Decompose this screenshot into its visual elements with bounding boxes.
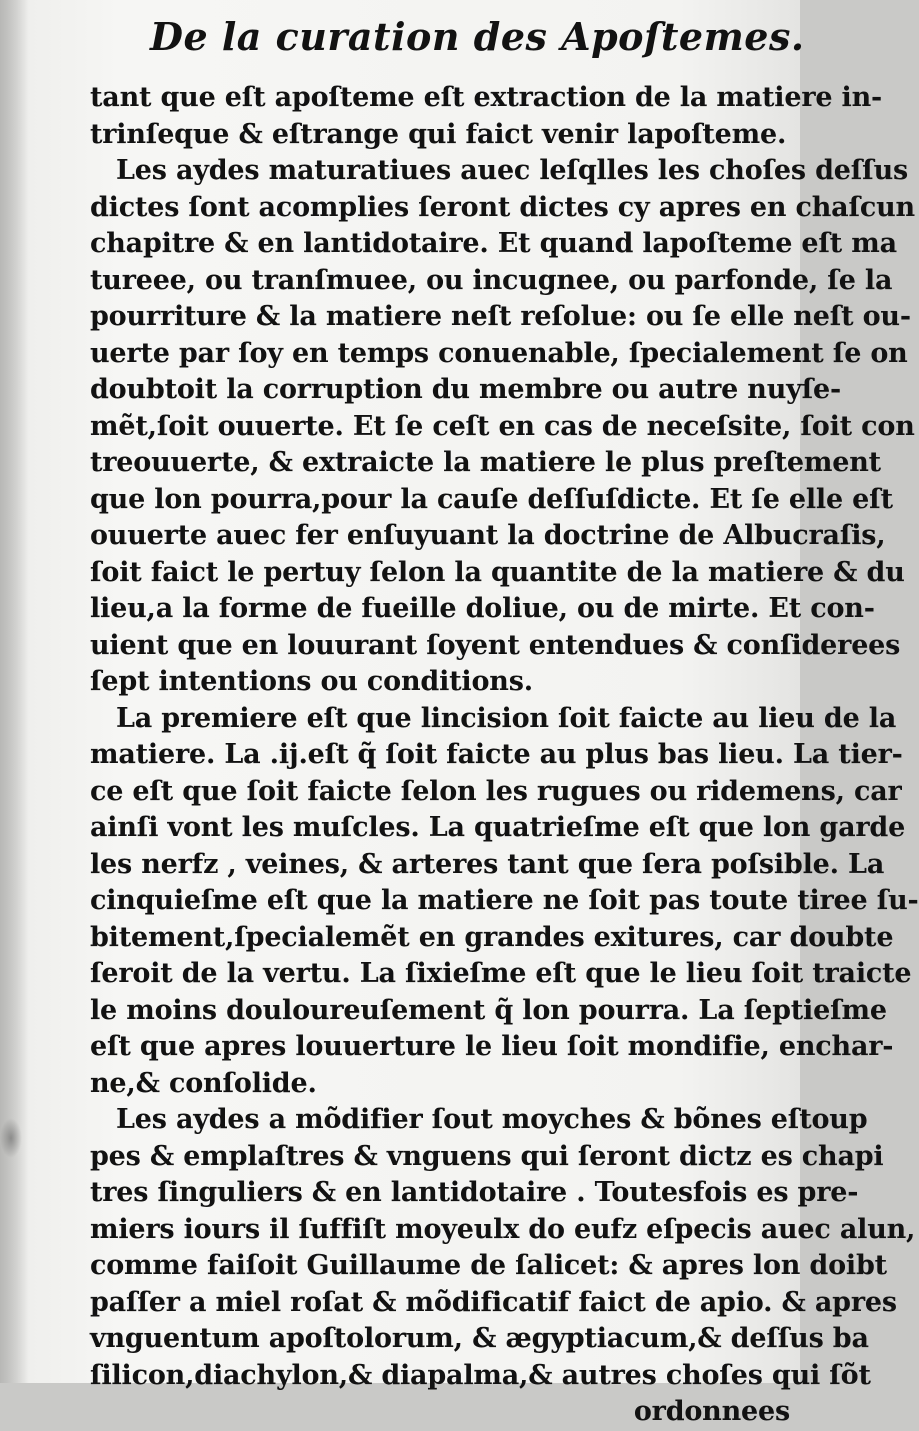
text-line: chapitre & en lantidotaire. Et quand lapoſteme eſt ma [90, 228, 897, 259]
text-line: dictes ſont acomplies ſeront dictes cy apres en chaſcun [90, 191, 915, 223]
text-line: Les aydes maturatiues auec leſqlles les choſes deſſus [116, 155, 909, 186]
running-head: De la curation des Apoſtemes. [150, 14, 805, 59]
text-line: mẽt,ſoit ouuerte. Et ſe ceſt en cas de neceſsite, ſoit con [90, 410, 915, 442]
text-line: que lon pourra,pour la cauſe deſſuſdicte. Et ſe elle eſt [90, 483, 893, 515]
text-line: pes & emplaſtres & vnguens qui ſeront dictz es chapi [90, 1140, 884, 1172]
text-line: uerte par ſoy en temps conuenable, ſpecialement ſe on [90, 337, 908, 369]
text-line: Les aydes a mõdifier ſout moyches & bõnes eſtoup [116, 1104, 868, 1135]
ink-smudge [0, 1118, 22, 1158]
text-line: uient que en louurant ſoyent entendues & conſiderees [90, 629, 901, 661]
text-line: ce eſt que ſoit faicte ſelon les rugues ou ridemens, car [90, 775, 902, 807]
text-line: le moins douloureuſement q̃ lon pourra. La ſeptieſme [90, 994, 887, 1026]
text-line: tres ſinguliers & en lantidotaire . Toutesfois es pre- [90, 1177, 859, 1208]
text-line: tureee, ou tranſmuee, ou incugnee, ou parfonde, ſe la [90, 264, 893, 296]
text-line: trinſeque & eſtrange qui faict venir lapoſteme. [90, 118, 787, 150]
text-line: ſilicon,diachylon,& diapalma,& autres choſes qui ſõt [90, 1359, 871, 1391]
text-line: pourriture & la matiere neſt reſolue: ou ſe elle neſt ou- [90, 301, 911, 332]
text-line: lieu,a la forme de fueille doliue, ou de mirte. Et con- [90, 593, 875, 624]
text-line: ouuerte auec fer enſuyuant la doctrine de Albucraſis, [90, 520, 886, 551]
text-line: comme faiſoit Guillaume de ſalicet: & apres lon doibt [90, 1250, 887, 1281]
body-text [90, 80, 919, 1431]
text-line: eſt que apres louuerture le lieu ſoit mondifie, enchar- [90, 1031, 894, 1062]
text-line: ne,& conſolide. [90, 1067, 317, 1099]
text-line: ainſi vont les muſcles. La quatrieſme eſt que lon garde [90, 812, 906, 843]
text-line: les nerfz , veines, & arteres tant que ſera poſsible. La [90, 848, 885, 880]
text-line: matiere. La .ij.eſt q̃ ſoit faicte au plus bas lieu. La tier- [90, 739, 903, 770]
text-line: paſſer a miel roſat & mõdificatif faict de apio. & apres [90, 1286, 897, 1318]
text-line: ſept intentions ou conditions. [90, 666, 533, 697]
text-line: ſoit faict le pertuy ſelon la quantite de la matiere & du [90, 556, 905, 588]
text-line: ordonnees [633, 1396, 790, 1427]
text-line: La premiere eſt que lincision ſoit faicte au lieu de la [116, 702, 897, 734]
text-line: vnguentum apoſtolorum, & ægyptiacum,& deſſus ba [90, 1323, 869, 1354]
text-line: cinquieſme eſt que la matiere ne ſoit pas toute tiree ſu- [90, 885, 919, 916]
text-line: treouuerte, & extraicte la matiere le plus preſtement [90, 447, 881, 478]
text-line: tant que eſt apoſteme eſt extraction de la matiere in- [90, 82, 883, 113]
text-line: miers iours il ſuffiſt moyeulx do eufz eſpecis auec alun, [90, 1213, 916, 1245]
page-gutter-shadow [0, 0, 28, 1383]
text-line: ſeroit de la vertu. La ſixieſme eſt que le lieu ſoit traicte [90, 958, 912, 989]
text-line: bitement,ſpecialemẽt en grandes exitures, car doubte [90, 921, 894, 953]
text-line: doubtoit la corruption du membre ou autre nuyſe- [90, 374, 842, 405]
